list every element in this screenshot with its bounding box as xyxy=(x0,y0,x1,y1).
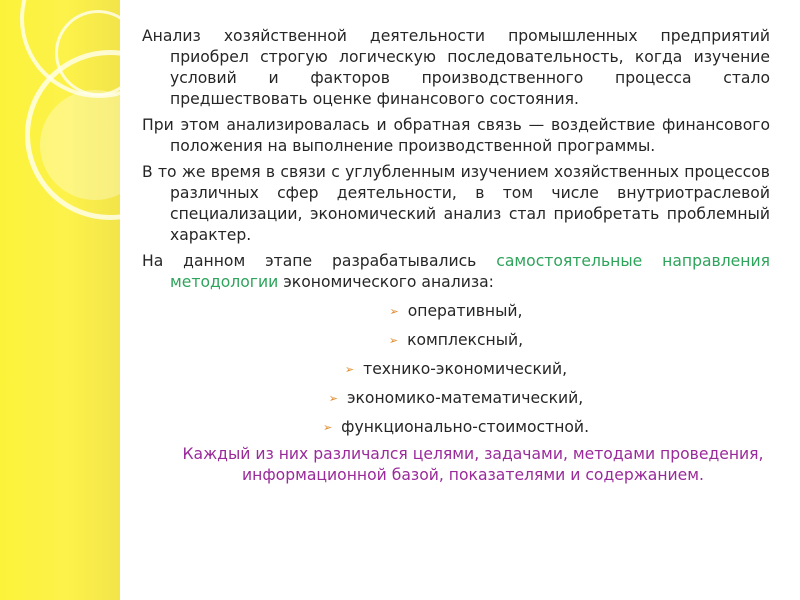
paragraph-4-start: На данном этапе разрабатывались xyxy=(142,252,497,270)
arrow-bullet-icon: ➢ xyxy=(344,363,355,376)
list-item-text: экономико-математический, xyxy=(346,389,584,407)
list-item xyxy=(142,328,770,353)
slide-body xyxy=(142,26,770,502)
list-item-text: оперативный, xyxy=(407,302,523,320)
arrow-bullet-icon: ➢ xyxy=(328,392,338,405)
closing-statement: Каждый из них различался целями, задачами, методами проведения, информационной базой, показателями и содержанием. xyxy=(182,445,764,484)
list-item xyxy=(142,299,770,324)
list-item xyxy=(142,415,770,440)
paragraph-4-end: экономического анализа: xyxy=(278,273,494,291)
list-item-text: технико-экономический, xyxy=(363,360,568,378)
arrow-bullet-icon: ➢ xyxy=(322,421,333,434)
paragraph-3: В то же время в связи с углубленным изучением хозяйственных процессов различных сфер деятельности, в том числе внутриотраслевой специализации, экономический анализ стал приобретать проблемный характер. xyxy=(142,163,770,244)
paragraph-2: При этом анализировалась и обратная связь — воздействие финансового положения на выполнение производственной программы. xyxy=(142,116,770,155)
paragraph-1: Анализ хозяйственной деятельности промышленных предприятий приобрел строгую логическую последовательность, когда изучение условий и факторов производственного процесса стало предшествовать оценке финансового состояния. xyxy=(142,27,770,108)
arrow-bullet-icon: ➢ xyxy=(389,305,399,318)
list-item xyxy=(142,386,770,411)
highlighted-phrase: самостоятельные направления методологии xyxy=(170,252,770,291)
list-item-text: комплексный, xyxy=(407,331,524,349)
paragraph-4 xyxy=(142,251,770,293)
decorative-sidebar xyxy=(0,0,120,600)
arrow-bullet-icon: ➢ xyxy=(388,334,399,347)
analysis-types-list xyxy=(142,299,770,440)
list-item xyxy=(142,357,770,382)
list-item-text: функционально-стоимостной. xyxy=(341,418,590,436)
